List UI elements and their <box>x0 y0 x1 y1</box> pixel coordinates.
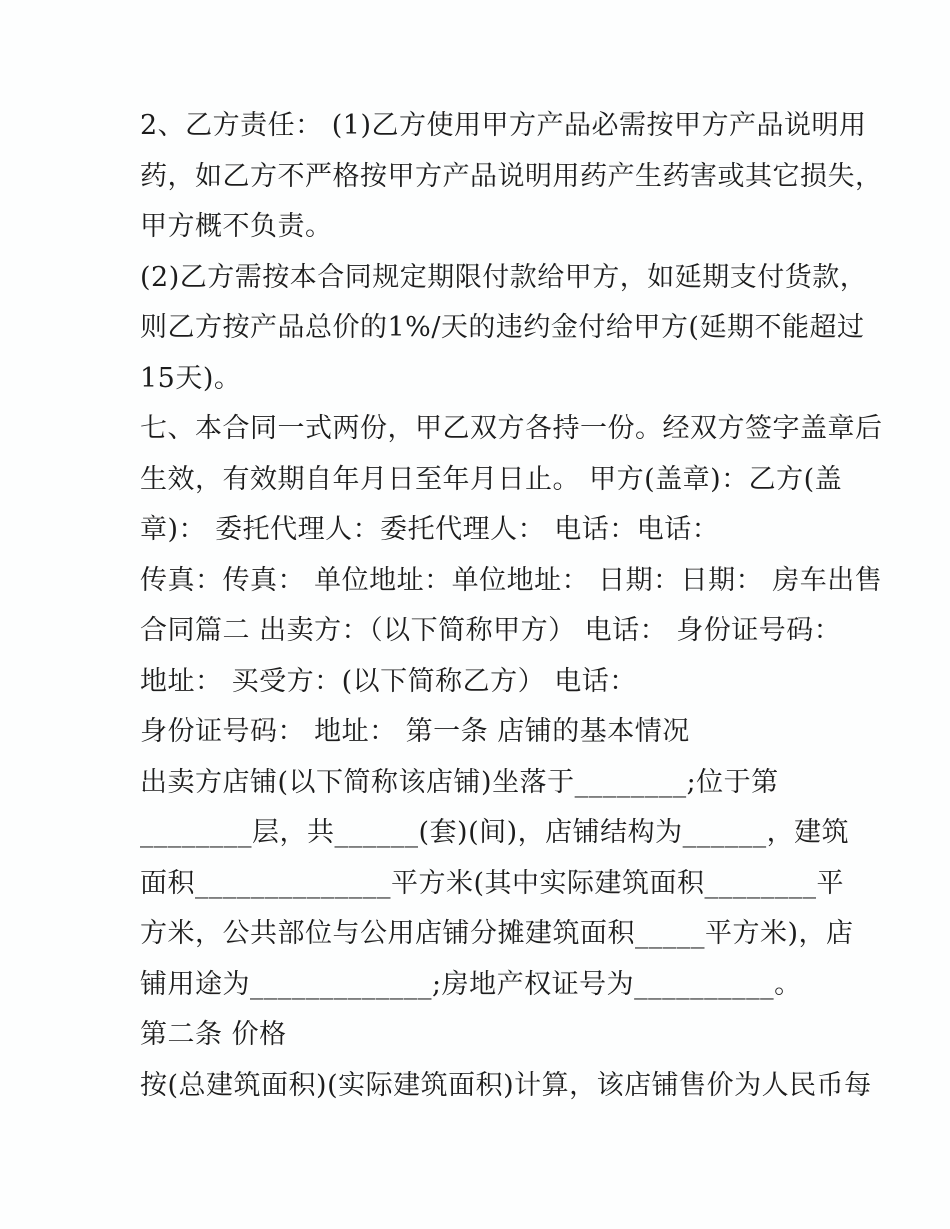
text-line: 药，如乙方不严格按甲方产品说明用药产生药害或其它损失， <box>140 160 883 192</box>
text-line: 甲方概不负责。 <box>140 211 333 242</box>
text-line: 生效，有效期自年月日至年月日止。 甲方(盖章)：乙方(盖 <box>140 463 843 495</box>
text-line: 方米，公共部位与公用店铺分摊建筑面积_____平方米)，店 <box>140 918 854 949</box>
text-line: 地址： 买受方：(以下简称乙方） 电话： <box>140 665 637 697</box>
text-line: 第二条 价格 <box>140 1019 287 1050</box>
text-line: 2、乙方责任： (1)乙方使用甲方产品必需按甲方产品说明用 <box>140 110 867 141</box>
text-line: 传真：传真： 单位地址：单位地址： 日期：日期： 房车出售 <box>140 564 883 596</box>
text-line: 15天)。 <box>140 362 242 394</box>
text-line: 铺用途为_____________;房地产权证号为__________。 <box>140 968 802 1000</box>
text-line: 则乙方按产品总价的1%/天的违约金付给甲方(延期不能超过 <box>140 312 865 343</box>
text-line: 七、本合同一式两份，甲乙双方各持一份。经双方签字盖章后 <box>140 413 883 444</box>
text-line: 按(总建筑面积)(实际建筑面积)计算，该店铺售价为人民币每 <box>140 1069 872 1101</box>
text-line: ________层，共______(套)(间)，店铺结构为______，建筑 <box>140 817 850 848</box>
text-line: 章)： 委托代理人：委托代理人： 电话：电话： <box>140 514 720 545</box>
text-line: 面积______________平方米(其中实际建筑面积________平 <box>140 867 845 899</box>
text-line: (2)乙方需按本合同规定期限付款给甲方，如延期支付货款， <box>140 261 868 293</box>
text-line: 出卖方店铺(以下简称该店铺)坐落于________;位于第 <box>140 766 779 798</box>
text-line: 身份证号码： 地址： 第一条 店铺的基本情况 <box>140 716 690 747</box>
text-line: 合同篇二 出卖方：（以下简称甲方） 电话： 身份证号码： <box>140 615 842 646</box>
document-text-block <box>140 101 883 1111</box>
